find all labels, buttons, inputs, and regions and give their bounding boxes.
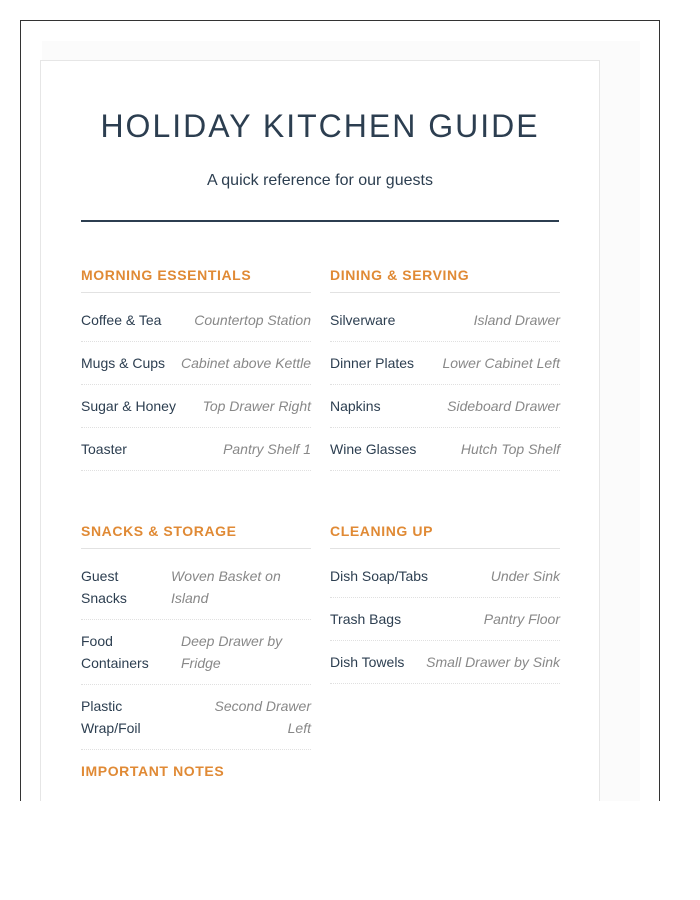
item-location: Woven Basket on Island [171, 568, 281, 606]
item-location: Countertop Station [194, 312, 311, 328]
item-name: Napkins [330, 398, 381, 414]
item-name: Coffee & Tea [81, 312, 162, 328]
item-name: Trash Bags [330, 611, 402, 627]
item-location: Pantry Floor [483, 611, 560, 627]
item-location: Small Drawer by Sink [426, 654, 560, 670]
list-item [81, 395, 311, 428]
item-name: Toaster [81, 441, 127, 457]
item-location: Cabinet above Kettle [181, 355, 311, 371]
item-location: Under Sink [490, 568, 560, 584]
list-item [330, 651, 560, 684]
item-location: Island Drawer [473, 312, 560, 328]
item-location: Lower Cabinet Left [442, 355, 560, 371]
item-name: Silverware [330, 312, 396, 328]
list-item [330, 395, 560, 428]
item-name: Guest Snacks [81, 568, 127, 606]
item-name: Mugs & Cups [81, 355, 166, 371]
item-name: Dish Soap/Tabs [330, 568, 429, 584]
page-bottom-margin [0, 801, 700, 900]
item-name: Wine Glasses [330, 441, 417, 457]
list-item [330, 309, 560, 342]
list-item [330, 352, 560, 385]
item-location: Top Drawer Right [202, 398, 311, 414]
list-item [81, 630, 311, 685]
section-title: IMPORTANT NOTES [81, 763, 225, 779]
item-location: Deep Drawer by Fridge [181, 633, 283, 671]
section-title: CLEANING UP [330, 523, 560, 549]
section-title: DINING & SERVING [330, 267, 560, 293]
section-title: MORNING ESSENTIALS [81, 267, 311, 293]
section-dining-serving [330, 267, 560, 481]
item-name: Plastic Wrap/Foil [81, 698, 141, 736]
list-item [81, 352, 311, 385]
page-subtitle: A quick reference for our guests [207, 172, 433, 189]
page-title: HOLIDAY KITCHEN GUIDE [100, 108, 540, 144]
section-snacks-storage [81, 523, 311, 760]
item-name: Sugar & Honey [81, 398, 176, 414]
list-item [81, 695, 311, 750]
item-name: Dish Towels [330, 654, 405, 670]
item-name: Food Containers [81, 633, 149, 671]
list-item [81, 438, 311, 471]
section-important-notes [81, 763, 311, 804]
item-location: Pantry Shelf 1 [223, 441, 311, 457]
section-morning-essentials [81, 267, 311, 481]
list-item [81, 309, 311, 342]
item-location: Hutch Top Shelf [460, 441, 560, 457]
section-title: SNACKS & STORAGE [81, 523, 311, 549]
list-item [330, 438, 560, 471]
title-divider [81, 220, 559, 222]
item-location: Second Drawer Left [214, 698, 311, 736]
list-item [81, 565, 311, 620]
item-name: Dinner Plates [330, 355, 415, 371]
list-item [330, 608, 560, 641]
section-cleaning-up [330, 523, 560, 694]
list-item [330, 565, 560, 598]
item-location: Sideboard Drawer [447, 398, 560, 414]
